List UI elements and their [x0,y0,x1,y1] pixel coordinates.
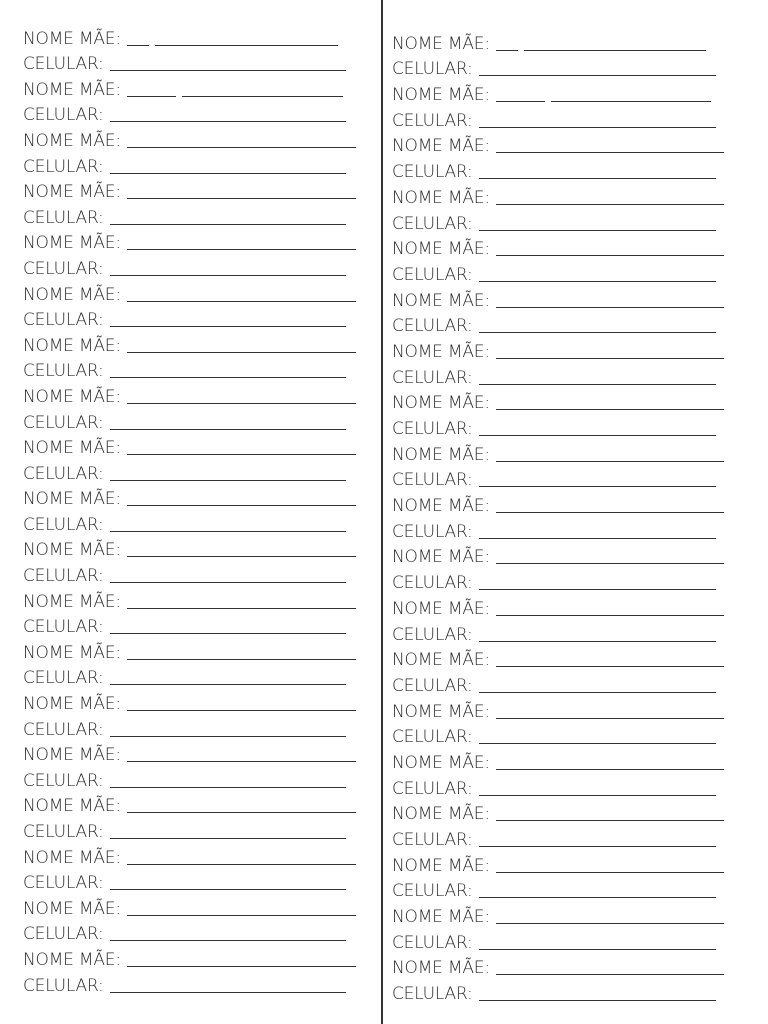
mother-name-field[interactable] [496,718,724,719]
mother-name-row [23,792,356,818]
mother-name-field[interactable] [182,96,343,97]
cellphone-label: CELULAR: [23,361,104,382]
mother-name-row [392,132,724,158]
mother-name-row [392,954,724,980]
cellphone-field[interactable] [479,332,716,333]
cellphone-label: CELULAR: [392,470,473,491]
mother-name-row [23,945,356,971]
mother-name-row [392,440,724,466]
cellphone-row [392,774,724,800]
cellphone-row [23,971,356,997]
cellphone-row [23,101,356,127]
mother-name-label: NOME MÃE: [23,898,121,919]
cellphone-row [23,869,356,895]
mother-name-field[interactable] [127,710,356,711]
cellphone-row [23,408,356,434]
cellphone-field[interactable] [110,70,346,71]
cellphone-field[interactable] [479,230,716,231]
cellphone-row [23,817,356,843]
mother-name-row [23,280,356,306]
mother-name-row [392,29,724,55]
cellphone-row [23,152,356,178]
cellphone-field[interactable] [110,940,346,941]
cellphone-field[interactable] [110,992,346,993]
cellphone-label: CELULAR: [392,419,473,439]
cellphone-label: CELULAR: [23,617,104,638]
cellphone-row [23,459,356,485]
mother-name-label: NOME MÃE: [392,239,490,260]
mother-name-label: NOME MÃE: [23,79,121,100]
cellphone-row [23,357,356,383]
mother-name-field[interactable] [127,96,176,97]
mother-name-field[interactable] [496,409,724,410]
cellphone-row [392,106,724,132]
cellphone-row [392,568,724,594]
cellphone-label: CELULAR: [392,932,473,953]
mother-name-field[interactable] [127,352,356,353]
mother-name-label: NOME MÃE: [23,642,121,663]
mother-name-label: NOME MÃE: [392,958,490,979]
mother-name-row [23,638,356,664]
cellphone-label: CELULAR: [392,367,473,388]
mother-name-row [23,587,356,613]
cellphone-field[interactable] [479,281,716,282]
cellphone-label: CELULAR: [23,258,104,279]
mother-name-label: NOME MÃE: [392,855,490,876]
mother-name-field[interactable] [127,966,356,967]
cellphone-row [23,920,356,946]
mother-name-row [23,24,356,50]
cellphone-label: CELULAR: [392,316,473,337]
mother-name-label: NOME MÃE: [392,496,490,517]
cellphone-label: CELULAR: [23,668,104,689]
mother-name-label: NOME MÃE: [392,341,490,362]
cellphone-row [23,715,356,741]
cellphone-label: CELULAR: [23,207,104,228]
mother-name-field[interactable] [127,403,356,404]
mother-name-label: NOME MÃE: [23,745,121,766]
mother-name-row [392,183,724,209]
mother-name-field[interactable] [496,358,724,359]
mother-name-label: NOME MÃE: [23,540,121,561]
mother-name-row [392,286,724,312]
mother-name-field[interactable] [496,615,724,616]
mother-name-field[interactable] [127,198,356,199]
cellphone-field[interactable] [479,127,716,128]
mother-name-label: NOME MÃE: [392,444,490,465]
cellphone-row [23,561,356,587]
cellphone-field[interactable] [110,275,346,276]
cellphone-field[interactable] [479,795,716,796]
mother-name-row [23,894,356,920]
cellphone-field[interactable] [110,582,346,583]
cellphone-row [23,510,356,536]
cellphone-row [392,620,724,646]
mother-name-row [23,536,356,562]
mother-name-field[interactable] [496,307,724,308]
mother-name-field[interactable] [524,50,706,51]
mother-name-row [23,434,356,460]
mother-name-label: NOME MÃE: [23,386,121,407]
cellphone-label: CELULAR: [23,156,104,177]
mother-name-row [23,178,356,204]
mother-name-field[interactable] [496,101,545,102]
cellphone-label: CELULAR: [392,727,473,748]
cellphone-field[interactable] [479,435,716,436]
mother-name-label: NOME MÃE: [392,290,490,311]
mother-name-field[interactable] [127,659,356,660]
mother-name-field[interactable] [127,761,356,762]
cellphone-label: CELULAR: [23,105,104,126]
mother-name-label: NOME MÃE: [392,33,490,54]
cellphone-label: CELULAR: [392,213,473,234]
mother-name-label: NOME MÃE: [392,804,490,825]
mother-name-row [392,800,724,826]
mother-name-row [23,689,356,715]
cellphone-field[interactable] [479,846,716,847]
cellphone-label: CELULAR: [392,984,473,1005]
mother-name-field[interactable] [496,152,724,153]
mother-name-label: NOME MÃE: [23,182,121,203]
mother-name-row [23,485,356,511]
cellphone-label: CELULAR: [23,873,104,894]
cellphone-field[interactable] [110,121,346,122]
mother-name-field[interactable] [127,45,149,46]
mother-name-label: NOME MÃE: [23,28,121,49]
mother-name-label: NOME MÃE: [23,335,121,356]
mother-name-label: NOME MÃE: [392,701,490,722]
mother-name-label: NOME MÃE: [23,130,121,151]
mother-name-field[interactable] [496,50,518,51]
cellphone-field[interactable] [110,429,346,430]
mother-name-row [392,235,724,261]
mother-name-label: NOME MÃE: [23,591,121,612]
mother-name-field[interactable] [496,769,724,770]
mother-name-field[interactable] [127,505,356,506]
cellphone-row [392,209,724,235]
mother-name-label: NOME MÃE: [23,438,121,459]
mother-name-field[interactable] [127,556,356,557]
cellphone-label: CELULAR: [392,521,473,542]
cellphone-label: CELULAR: [23,822,104,842]
mother-name-label: NOME MÃE: [23,489,121,510]
mother-name-field[interactable] [496,204,724,205]
cellphone-label: CELULAR: [23,566,104,587]
mother-name-field[interactable] [551,101,711,102]
mother-name-field[interactable] [496,666,724,667]
cellphone-row [392,414,724,440]
cellphone-field[interactable] [479,538,716,539]
cellphone-row [392,723,724,749]
mother-name-label: NOME MÃE: [392,85,490,106]
mother-name-label: NOME MÃE: [392,650,490,671]
cellphone-row [23,50,356,76]
cellphone-label: CELULAR: [392,830,473,850]
cellphone-label: CELULAR: [23,719,104,740]
mother-name-row [392,646,724,672]
mother-name-row [392,491,724,517]
mother-name-field[interactable] [127,147,356,148]
cellphone-label: CELULAR: [23,463,104,484]
mother-name-field[interactable] [127,915,356,916]
mother-name-field[interactable] [496,872,724,873]
mother-name-label: NOME MÃE: [23,284,121,305]
mother-name-field[interactable] [127,301,356,302]
cellphone-field[interactable] [110,838,346,839]
cellphone-label: CELULAR: [392,110,473,131]
cellphone-field[interactable] [110,377,346,378]
mother-name-field[interactable] [127,812,356,813]
mother-name-row [392,851,724,877]
cellphone-row [23,306,356,332]
mother-name-label: NOME MÃE: [392,752,490,773]
cellphone-row [23,203,356,229]
mother-name-row [392,594,724,620]
mother-name-row [23,126,356,152]
mother-name-field[interactable] [496,820,724,821]
mother-name-field[interactable] [155,45,338,46]
cellphone-label: CELULAR: [23,975,104,996]
cellphone-field[interactable] [479,384,716,385]
mother-name-field[interactable] [127,249,356,250]
right-column [392,29,724,1005]
cellphone-row [392,877,724,903]
cellphone-row [23,664,356,690]
cellphone-field[interactable] [110,326,346,327]
cellphone-row [392,55,724,81]
cellphone-row [392,979,724,1005]
cellphone-field[interactable] [479,589,716,590]
mother-name-label: NOME MÃE: [23,949,121,970]
cellphone-row [392,363,724,389]
cellphone-field[interactable] [110,787,346,788]
cellphone-field[interactable] [110,736,346,737]
mother-name-row [23,741,356,767]
mother-name-field[interactable] [496,974,724,975]
cellphone-label: CELULAR: [392,162,473,183]
cellphone-label: CELULAR: [23,514,104,535]
cellphone-label: CELULAR: [23,924,104,945]
cellphone-row [23,254,356,280]
cellphone-row [392,312,724,338]
cellphone-row [23,613,356,639]
cellphone-row [392,157,724,183]
mother-name-field[interactable] [496,255,724,256]
column-divider [381,0,383,1024]
cellphone-label: CELULAR: [23,412,104,433]
mother-name-label: NOME MÃE: [392,187,490,208]
mother-name-label: NOME MÃE: [23,694,121,715]
left-column [23,24,356,997]
cellphone-label: CELULAR: [392,573,473,594]
cellphone-field[interactable] [110,531,346,532]
mother-name-label: NOME MÃE: [392,547,490,568]
mother-name-label: NOME MÃE: [392,598,490,619]
cellphone-label: CELULAR: [392,881,473,902]
mother-name-row [392,389,724,415]
cellphone-label: CELULAR: [392,778,473,799]
mother-name-row [392,337,724,363]
cellphone-field[interactable] [479,897,716,898]
cellphone-field[interactable] [479,641,716,642]
mother-name-row [23,382,356,408]
mother-name-label: NOME MÃE: [392,393,490,414]
mother-name-row [23,331,356,357]
cellphone-row [392,928,724,954]
mother-name-label: NOME MÃE: [23,233,121,254]
mother-name-field[interactable] [496,923,724,924]
cellphone-label: CELULAR: [23,310,104,331]
mother-name-row [392,543,724,569]
mother-name-row [392,902,724,928]
cellphone-row [392,517,724,543]
mother-name-label: NOME MÃE: [392,907,490,928]
cellphone-field[interactable] [110,173,346,174]
cellphone-label: CELULAR: [23,770,104,791]
cellphone-label: CELULAR: [392,59,473,80]
mother-name-label: NOME MÃE: [392,136,490,157]
cellphone-field[interactable] [110,684,346,685]
cellphone-field[interactable] [110,889,346,890]
cellphone-label: CELULAR: [392,264,473,285]
cellphone-row [392,466,724,492]
cellphone-field[interactable] [479,1000,716,1001]
mother-name-field[interactable] [496,512,724,513]
cellphone-row [392,260,724,286]
cellphone-field[interactable] [110,480,346,481]
cellphone-row [23,766,356,792]
mother-name-row [23,75,356,101]
cellphone-field[interactable] [110,224,346,225]
mother-name-field[interactable] [127,864,356,865]
mother-name-row [392,80,724,106]
mother-name-row [392,697,724,723]
mother-name-label: NOME MÃE: [23,847,121,868]
mother-name-field[interactable] [127,454,356,455]
mother-name-field[interactable] [496,563,724,564]
mother-name-row [392,748,724,774]
mother-name-field[interactable] [496,461,724,462]
cellphone-row [392,671,724,697]
cellphone-field[interactable] [479,75,716,76]
mother-name-row [23,843,356,869]
cellphone-field[interactable] [110,633,346,634]
cellphone-label: CELULAR: [392,675,473,696]
cellphone-field[interactable] [479,949,716,950]
cellphone-label: CELULAR: [392,624,473,645]
mother-name-row [23,229,356,255]
mother-name-field[interactable] [127,608,356,609]
cellphone-field[interactable] [479,178,716,179]
cellphone-label: CELULAR: [23,54,104,75]
cellphone-field[interactable] [479,486,716,487]
mother-name-label: NOME MÃE: [23,796,121,817]
cellphone-row [392,825,724,851]
cellphone-field[interactable] [479,692,716,693]
cellphone-field[interactable] [479,743,716,744]
